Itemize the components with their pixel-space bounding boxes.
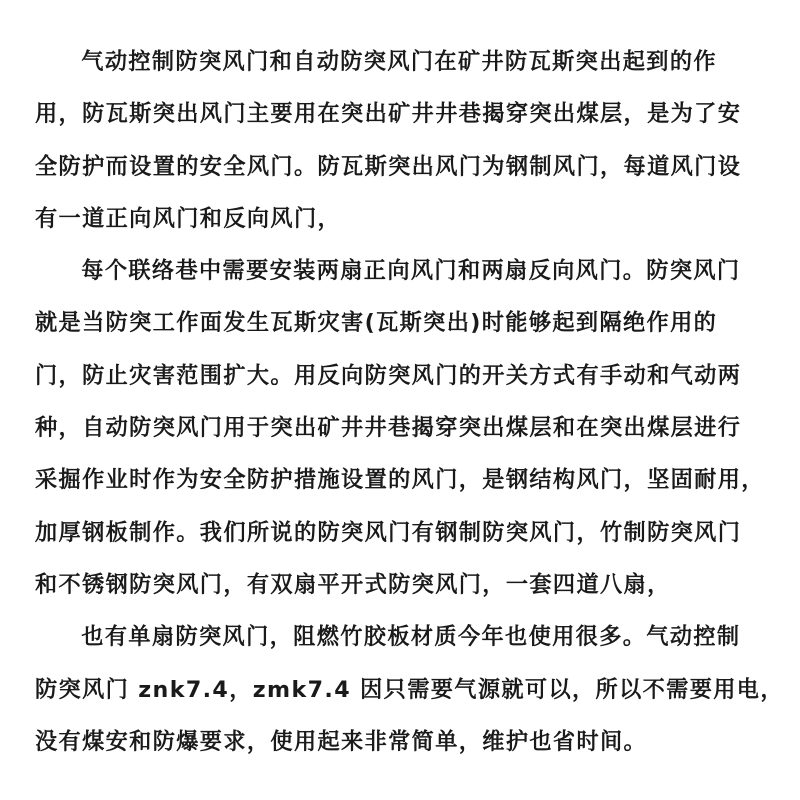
document-body [35, 40, 784, 772]
text-line: 全防护而设置的安全风门。防瓦斯突出风门为钢制风门，每道风门设 [35, 153, 742, 180]
text-line: 没有煤安和防爆要求，使用起来非常简单，维护也省时间。 [35, 728, 648, 755]
text-line: 有一道正向风门和反向风门， [35, 205, 342, 232]
text-line: 加厚钢板制作。我们所说的防突风门有钢制防突风门，竹制防突风门 [35, 519, 742, 546]
paragraph-2 [35, 249, 765, 615]
text-line: 就是当防突工作面发生瓦斯灾害(瓦斯突出)时能够起到隔绝作用的 [35, 310, 718, 337]
text-line: 用，防瓦斯突出风门主要用在突出矿井井巷揭穿突出煤层，是为了安 [35, 101, 742, 128]
text-line: 门，防止灾害范围扩大。用反向防突风门的开关方式有手动和气动两 [35, 362, 742, 389]
text-line: 每个联络巷中需要安装两扇正向风门和两扇反向风门。防突风门 [81, 258, 741, 285]
paragraph-1 [35, 40, 765, 249]
text-line: 也有单扇防突风门，阻燃竹胶板材质今年也使用很多。气动控制 [81, 624, 741, 651]
paragraph-3 [35, 615, 784, 772]
text-line: 采掘作业时作为安全防护措施设置的风门，是钢结构风门，坚固耐用， [35, 467, 765, 494]
text-line: 防突风门 znk7.4，zmk7.4 因只需要气源就可以，所以不需要用电， [35, 676, 784, 703]
text-line: 和不锈钢防突风门，有双扇平开式防突风门，一套四道八扇， [35, 571, 671, 598]
text-line: 种，自动防突风门用于突出矿井井巷揭穿突出煤层和在突出煤层进行 [35, 415, 742, 442]
text-line: 气动控制防突风门和自动防突风门在矿井防瓦斯突出起到的作 [81, 49, 717, 75]
